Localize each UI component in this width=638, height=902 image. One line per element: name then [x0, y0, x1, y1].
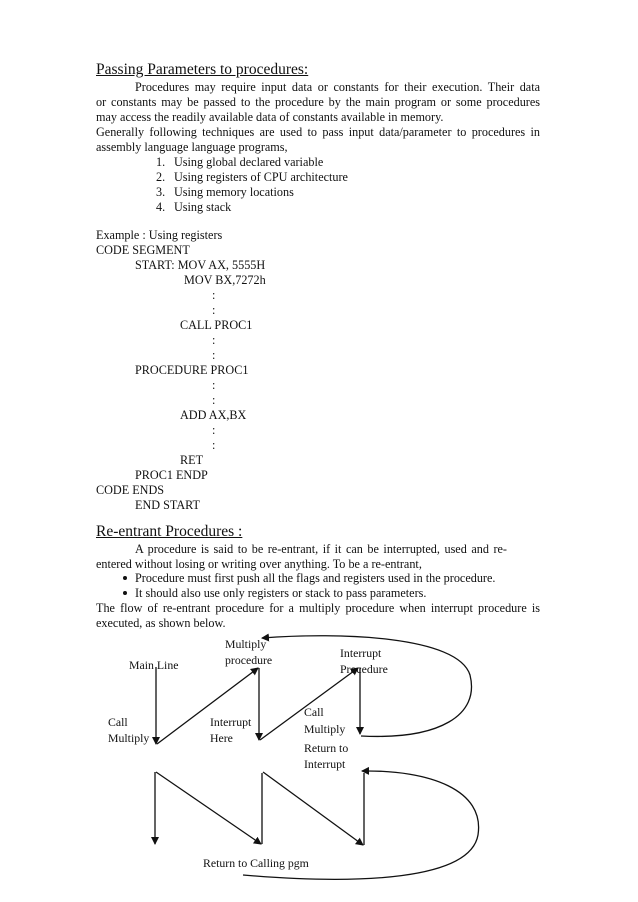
bullet-item: Procedure must first push all the flags and registers used in the procedure.: [135, 571, 496, 585]
paragraph-line: A procedure is said to be re-entrant, if it can be interrupted, used and re-: [135, 542, 507, 556]
list-item: Using registers of CPU architecture: [174, 170, 348, 184]
example-title: Example : Using registers: [96, 228, 223, 242]
code-line: RET: [180, 453, 204, 467]
code-line: PROC1 ENDP: [135, 468, 208, 482]
flow-call-multiply-arrow: [157, 668, 258, 744]
code-line: :: [212, 393, 216, 407]
diagram-label-multiply: procedure: [225, 653, 273, 667]
section-heading-reentrant: Re-entrant Procedures :: [96, 523, 243, 540]
diagram-label-interrupt-here: Interrupt: [210, 715, 252, 729]
diagram-label-multiply: Multiply: [225, 637, 267, 651]
code-line: CALL PROC1: [180, 318, 253, 332]
list-item: Using stack: [174, 200, 232, 214]
code-line: CODE ENDS: [96, 483, 165, 497]
section-heading-passing-parameters: Passing Parameters to procedures:: [96, 61, 309, 78]
paragraph-line: Procedures may require input data or constants for their execution. Their data: [135, 80, 540, 94]
diagram-label-interrupt-procedure: Interrupt: [340, 646, 382, 660]
diagram-label-return-to-calling: Return to Calling pgm: [203, 856, 309, 870]
list-number: 1.: [156, 155, 166, 169]
code-line: END START: [135, 498, 200, 512]
list-item: Using global declared variable: [174, 155, 324, 169]
code-line: :: [212, 378, 216, 392]
diagram-label-call-multiply: Multiply: [108, 731, 150, 745]
code-line: CODE SEGMENT: [96, 243, 190, 257]
code-line: PROCEDURE PROC1: [135, 363, 249, 377]
paragraph-line: executed, as shown below.: [96, 616, 226, 630]
diagram-label-interrupt-procedure: Procedure: [340, 662, 388, 676]
list-number: 4.: [156, 200, 166, 214]
diagram-label-interrupt-here: Here: [210, 731, 233, 745]
code-line: START: MOV AX, 5555H: [135, 258, 266, 272]
diagram-label-call-multiply-2: Multiply: [304, 722, 346, 736]
code-line: :: [212, 438, 216, 452]
bullet-item: It should also use only registers or stack to pass parameters.: [135, 586, 427, 600]
code-line: :: [212, 333, 216, 347]
diagram-label-main-line: Main Line: [129, 658, 179, 672]
list-number: 3.: [156, 185, 166, 199]
paragraph-line: entered without losing or writing over anything. To be a re-entrant,: [96, 557, 422, 571]
paragraph-line: The flow of re-entrant procedure for a multiply procedure when interrupt procedure is: [96, 601, 540, 615]
code-line: :: [212, 288, 216, 302]
diagram-label-call-multiply: Call: [108, 715, 128, 729]
flow-return-arrow: [156, 772, 261, 844]
diagram-label-call-multiply-2: Call: [304, 705, 324, 719]
paragraph-line: Generally following techniques are used to pass input data/parameter to procedures in: [96, 125, 540, 139]
flow-return-arrow: [263, 772, 363, 845]
paragraph-line: or constants may be passed to the procedure by the main program or some procedures: [96, 95, 540, 109]
list-number: 2.: [156, 170, 166, 184]
code-line: ADD AX,BX: [180, 408, 247, 422]
code-line: MOV BX,7272h: [184, 273, 266, 287]
paragraph-line: may access the readily available data of constants available in memory.: [96, 110, 444, 124]
code-line: :: [212, 348, 216, 362]
diagram-label-return-to-interrupt: Interrupt: [304, 757, 346, 771]
paragraph-line: assembly language language programs,: [96, 140, 288, 154]
code-line: :: [212, 423, 216, 437]
list-item: Using memory locations: [174, 185, 294, 199]
code-line: :: [212, 303, 216, 317]
diagram-label-return-to-interrupt: Return to: [304, 741, 349, 755]
